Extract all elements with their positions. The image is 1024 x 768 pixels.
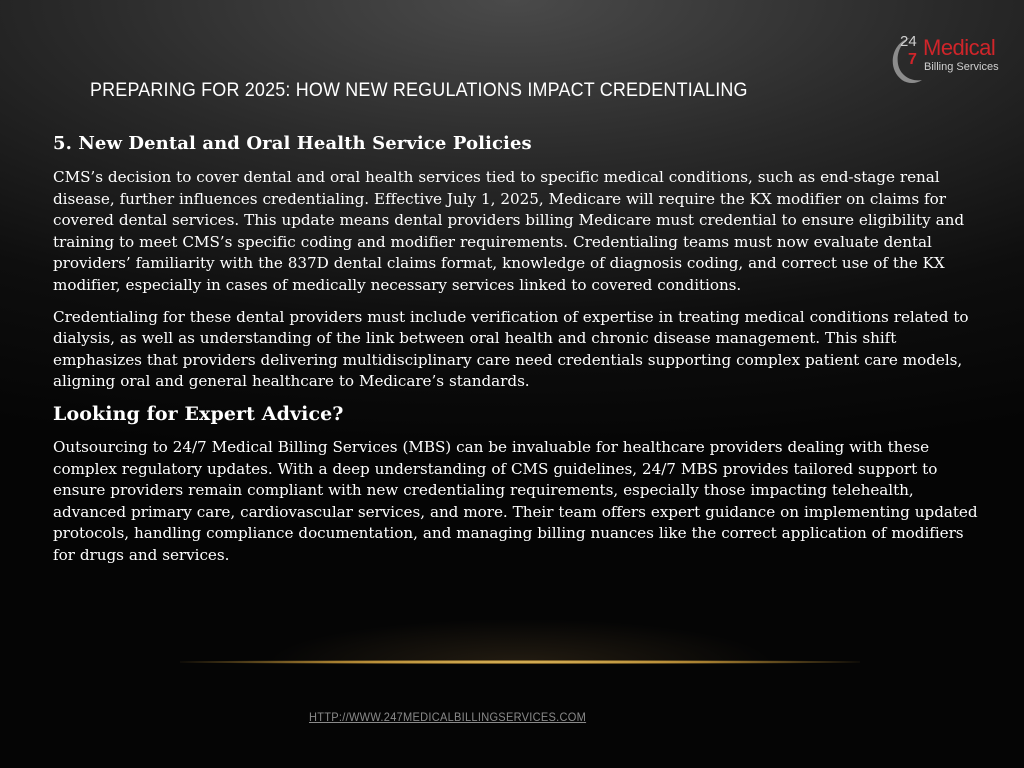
paragraph-outsourcing: Outsourcing to 24/7 Medical Billing Services (MBS) can be invaluable for healthcare providers dealing with these complex regulatory updates. With a deep understanding of CMS guidelines, 24/7 MBS provides tailored support to ensure providers remain compliant with new credentialing requirements, especially those impacting telehealth, advanced primary care, cardiovascular services, and more. Their team offers expert guidance on implementing updated protocols, handling compliance documentation, and managing billing nuances like the correct application of modifiers for drugs and services. — [53, 437, 978, 564]
logo-number-24: 24 — [900, 33, 917, 50]
company-logo — [888, 30, 1008, 88]
logo-number-7: 7 — [908, 51, 917, 68]
logo-brand-text: Medical — [923, 35, 996, 60]
section-heading-expert-advice: Looking for Expert Advice? — [53, 402, 344, 425]
paragraph-dental-credentialing: Credentialing for these dental providers must include verification of expertise in treating medical conditions related to dialysis, as well as understanding of the link between oral health and chronic disease management. This shift emphasizes that providers delivering multidisciplinary care need credentials supporting complex patient care models, aligning oral and general healthcare to Medicare’s standards. — [53, 307, 969, 391]
section-heading-dental: 5. New Dental and Oral Health Service Policies — [53, 133, 532, 154]
slide-title: PREPARING FOR 2025: HOW NEW REGULATIONS IMPACT CREDENTIALING — [90, 79, 748, 101]
logo-subtitle: Billing Services — [924, 61, 999, 73]
footer-website-link[interactable]: HTTP://WWW.247MEDICALBILLINGSERVICES.COM — [309, 710, 587, 724]
divider-glow — [160, 600, 880, 664]
slide-content — [53, 133, 983, 577]
paragraph-dental-policy: CMS’s decision to cover dental and oral health services tied to specific medical conditions, such as end-stage renal disease, further influences credentialing. Effective July 1, 2025, Medicare will require the KX modifier on claims for covered dental services. This update means dental providers billing Medicare must credential to ensure eligibility and training to meet CMS’s specific coding and modifier requirements. Credentialing teams must now evaluate dental providers’ familiarity with the 837D dental claims format, knowledge of diagnosis coding, and correct use of the KX modifier, especially in cases of medically necessary services linked to covered conditions. — [53, 168, 965, 294]
gold-divider — [180, 660, 860, 664]
